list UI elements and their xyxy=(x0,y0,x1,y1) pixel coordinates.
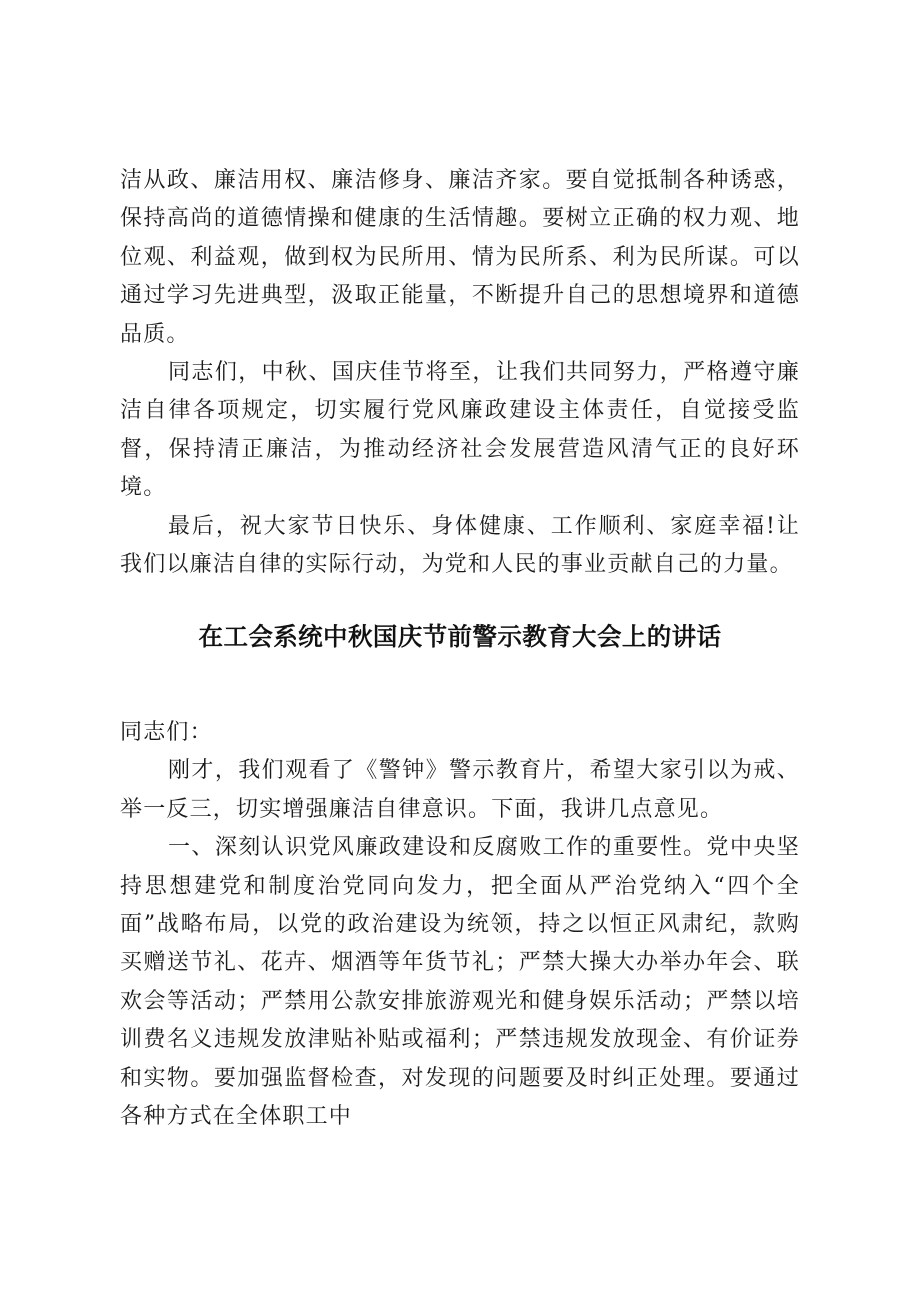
paragraph-integrity-conduct: 洁从政、廉洁用权、廉洁修身、廉洁齐家。要自觉抵制各种诱惑，保持高尚的道德情操和健康的生活情趣。要树立正确的权力观、地位观、利益观，做到权为民所用、情为民所系、利为民所谋。可以通过学习先进典型，汲取正能量，不断提升自己的思想境界和道德品质。 xyxy=(120,168,800,347)
paragraph-opening: 刚才，我们观看了《警钟》警示教育片，希望大家引以为戒、举一反三，切实增强廉洁自律意识。下面，我讲几点意见。 xyxy=(120,758,800,822)
paragraph-festival-call: 同志们，中秋、国庆佳节将至，让我们共同努力，严格遵守廉洁自律各项规定，切实履行党风廉政建设主体责任，自觉接受监督，保持清正廉洁，为推动经济社会发展营造风清气正的良好环境。 xyxy=(120,360,800,501)
paragraph-section-one: 一、深刻认识党风廉政建设和反腐败工作的重要性。党中央坚持思想建党和制度治党同向发力，把全面从严治党纳入“四个全面”战略布局，以党的政治建设为统领，持之以恒正风肃纪，款购买赠送节礼、花卉、烟酒等年货节礼；严禁大操大办举办年会、联欢会等活动；严禁用公款安排旅游观光和健身娱乐活动；严禁以培训费名义违规发放津贴补贴或福利；严禁违规发放现金、有价证券和实物。要加强监督检查，对发现的问题要及时纠正处理。要通过各种方式在全体职工中 xyxy=(120,835,800,1130)
salutation: 同志们： xyxy=(120,720,213,745)
speech-body xyxy=(120,714,800,1136)
continued-speech-section xyxy=(120,162,800,584)
speech-title: 在工会系统中秋国庆节前警示教育大会上的讲话 xyxy=(198,622,722,651)
paragraph-closing-wishes: 最后，祝大家节日快乐、身体健康、工作顺利、家庭幸福!让我们以廉洁自律的实际行动，为党和人民的事业贡献自己的力量。 xyxy=(120,513,800,578)
